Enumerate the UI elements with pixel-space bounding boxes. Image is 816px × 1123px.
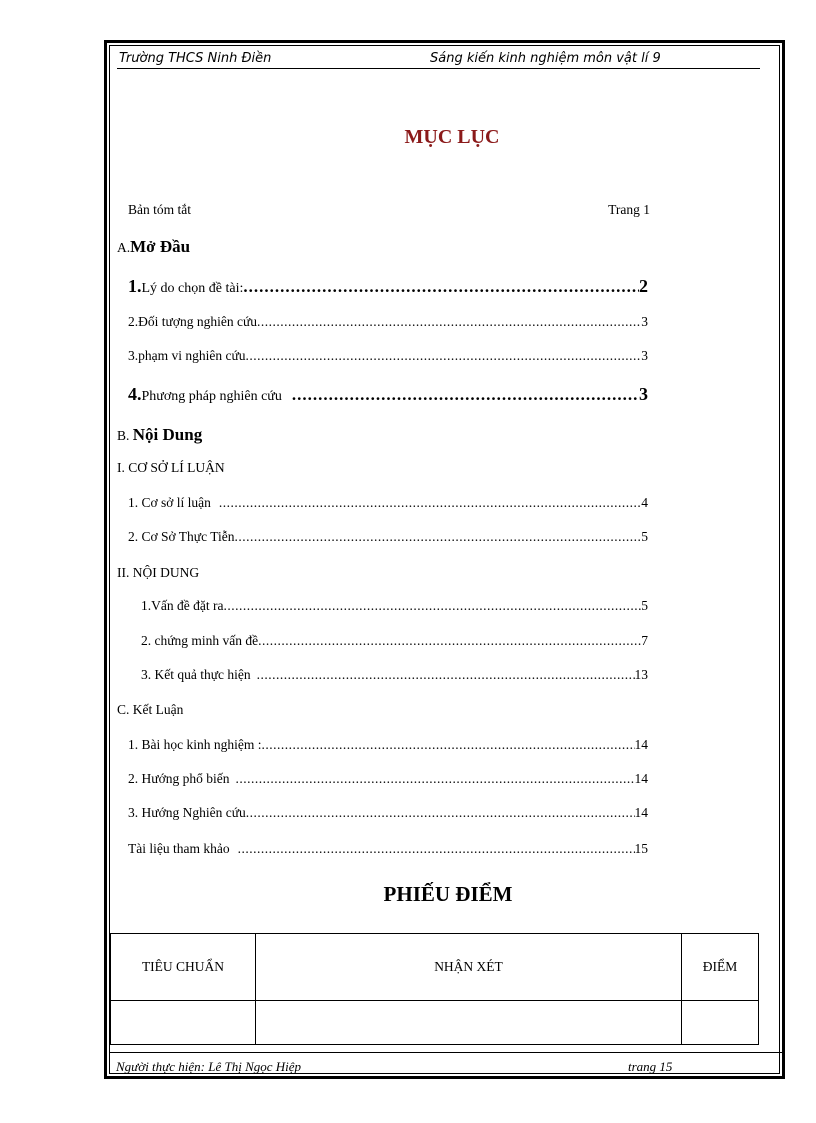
toc-entry-ii1-label: 1.Vấn đề đặt ra	[141, 598, 224, 613]
page-border-inner	[109, 45, 780, 1074]
toc-entry-c2[interactable]	[128, 771, 648, 787]
toc-entry-i1-label: 1. Cơ sở lí luận	[128, 495, 211, 510]
section-ii[interactable]: II. NỘI DUNG	[117, 565, 200, 580]
score-col-criteria: TIÊU CHUẨN	[111, 934, 256, 1001]
toc-entry-ii1[interactable]	[141, 598, 648, 614]
score-cell-criteria[interactable]	[111, 1001, 256, 1045]
score-table	[110, 933, 759, 1045]
page-header	[117, 50, 760, 69]
toc-entry-references[interactable]	[128, 841, 648, 857]
toc-entry-a2-page: 3	[641, 314, 648, 329]
dot-leader	[223, 598, 641, 614]
dot-leader	[235, 771, 634, 787]
toc-entry-ii1-page: 5	[641, 598, 648, 613]
section-b-label: Nội Dung	[132, 425, 203, 444]
dot-leader	[257, 314, 641, 330]
dot-leader	[246, 348, 642, 364]
score-col-score: ĐIỂM	[682, 934, 759, 1001]
toc-entry-c3[interactable]	[128, 805, 648, 821]
toc-entry-c1-page: 14	[634, 737, 648, 752]
toc-entry-i1-page: 4	[641, 495, 648, 510]
dot-leader	[243, 277, 639, 297]
toc-summary-page: Trang 1	[608, 202, 650, 217]
section-c[interactable]: C. Kết Luận	[117, 702, 184, 717]
score-sheet-title: PHIẾU ĐIỂM	[383, 882, 513, 906]
toc-summary-label: Bản tóm tắt	[128, 202, 191, 217]
toc-entry-a4[interactable]	[128, 384, 648, 405]
score-col-comment: NHẬN XÉT	[256, 934, 682, 1001]
toc-entry-a4-label: Phương pháp nghiên cứu	[141, 389, 282, 404]
toc-entry-c1-label: 1. Bài học kinh nghiệm :	[128, 737, 262, 752]
score-cell-score[interactable]	[682, 1001, 759, 1045]
toc-entry-c3-label: 3. Hướng Nghiên cứu	[128, 805, 246, 820]
toc-entry-references-page: 15	[634, 841, 648, 856]
toc-entry-a4-page: 3	[639, 384, 648, 404]
toc-entry-a3[interactable]	[128, 348, 648, 364]
section-b-prefix: B.	[117, 428, 130, 443]
page-footer	[110, 1052, 783, 1077]
section-a-prefix: A.	[117, 240, 131, 255]
toc-entry-i2-label: 2. Cơ Sở Thực Tiễn	[128, 529, 235, 544]
toc-entry-a4-num: 4.	[128, 384, 142, 404]
toc-entry-i2-page: 5	[641, 529, 648, 544]
toc-summary[interactable]	[128, 202, 650, 218]
section-a-label: Mở Đầu	[130, 237, 191, 256]
toc-entry-ii3[interactable]	[141, 667, 648, 683]
footer-page-number: trang 15	[628, 1059, 673, 1074]
dot-leader	[292, 385, 639, 405]
dot-leader	[235, 529, 642, 545]
toc-entry-i1[interactable]	[128, 495, 648, 511]
toc-entry-ii2[interactable]	[141, 633, 648, 649]
page-title: MỤC LỤC	[404, 126, 500, 148]
dot-leader	[257, 667, 635, 683]
toc-entry-a3-page: 3	[641, 348, 648, 363]
dot-leader	[261, 737, 634, 753]
score-cell-comment[interactable]	[256, 1001, 682, 1045]
toc-entry-a1-label: Lý do chọn đề tài:	[141, 281, 244, 296]
toc-entry-ii3-label: 3. Kết quả thực hiện	[141, 667, 251, 682]
score-table-row	[111, 1001, 759, 1045]
toc-entry-c1[interactable]	[128, 737, 648, 753]
toc-entry-a1-num: 1.	[128, 276, 142, 296]
dot-leader	[246, 805, 635, 821]
toc-entry-a2[interactable]	[128, 314, 648, 330]
header-school: Trường THCS Ninh Điền	[119, 51, 272, 66]
toc-entry-i2[interactable]	[128, 529, 648, 545]
toc-entry-ii3-page: 13	[634, 667, 648, 682]
dot-leader	[258, 633, 641, 649]
toc-entry-a1[interactable]	[128, 276, 648, 297]
toc-entry-c2-page: 14	[634, 771, 648, 786]
dot-leader	[219, 495, 641, 511]
toc-entry-references-label: Tài liệu tham khảo	[128, 841, 230, 856]
toc-entry-ii2-page: 7	[641, 633, 648, 648]
section-i[interactable]: I. CƠ SỞ LÍ LUẬN	[117, 460, 225, 475]
toc-entry-a2-label: 2.Đối tượng nghiên cứu	[128, 314, 258, 329]
toc-entry-c3-page: 14	[634, 805, 648, 820]
dot-leader	[238, 841, 635, 857]
section-a[interactable]	[117, 237, 190, 257]
toc-entry-a3-label: 3.phạm vi nghiên cứu	[128, 348, 246, 363]
footer-author: Người thực hiện: Lê Thị Ngọc Hiệp	[116, 1059, 302, 1074]
toc-entry-c2-label: 2. Hướng phổ biến	[128, 771, 230, 786]
score-table-header-row	[111, 934, 759, 1001]
toc-entry-a1-page: 2	[639, 276, 648, 296]
toc-entry-ii2-label: 2. chứng minh vấn đề	[141, 633, 259, 648]
header-subject: Sáng kiến kinh nghiệm môn vật lí 9	[430, 51, 661, 66]
section-b[interactable]	[117, 425, 202, 445]
